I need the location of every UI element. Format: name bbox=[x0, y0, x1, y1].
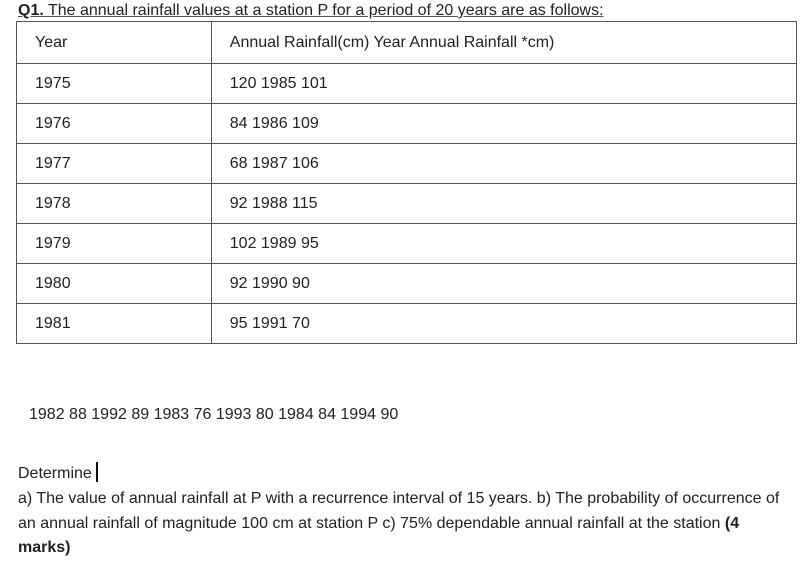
determine-label: Determine bbox=[18, 465, 92, 482]
question-number: Q1. bbox=[18, 2, 44, 19]
rainfall-table bbox=[16, 21, 797, 344]
year-cell: 1981 bbox=[17, 304, 212, 344]
determine-line[interactable] bbox=[18, 462, 98, 484]
rainfall-cell: 102 1989 95 bbox=[211, 224, 796, 264]
rainfall-cell: 92 1990 90 bbox=[211, 264, 796, 304]
task-text: a) The value of annual rainfall at P with a recurrence interval of 15 years. b) The probability of occurrence of an annual rainfall of magnitude 100 cm at station P c) 75% dependable annual rainfall at the station bbox=[18, 490, 780, 532]
table-header-row bbox=[17, 22, 797, 64]
header-year: Year bbox=[17, 22, 212, 64]
rainfall-cell: 84 1986 109 bbox=[211, 104, 796, 144]
table-row bbox=[17, 224, 797, 264]
rainfall-cell: 95 1991 70 bbox=[211, 304, 796, 344]
header-annual-rainfall: Annual Rainfall(cm) Year Annual Rainfall *cm) bbox=[211, 22, 796, 64]
rainfall-cell: 120 1985 101 bbox=[211, 64, 796, 104]
table-row bbox=[17, 104, 797, 144]
text-cursor bbox=[96, 462, 98, 482]
year-cell: 1976 bbox=[17, 104, 212, 144]
rainfall-cell: 68 1987 106 bbox=[211, 144, 796, 184]
year-cell: 1977 bbox=[17, 144, 212, 184]
question-text: The annual rainfall values at a station P for a period of 20 years are as follows: bbox=[47, 2, 604, 19]
rainfall-cell: 92 1988 115 bbox=[211, 184, 796, 224]
year-cell: 1978 bbox=[17, 184, 212, 224]
table-row bbox=[17, 184, 797, 224]
question-title bbox=[18, 0, 604, 22]
table-row bbox=[17, 144, 797, 184]
task-marks: (4 marks) bbox=[18, 514, 740, 556]
table-row bbox=[17, 64, 797, 104]
table-row bbox=[17, 304, 797, 344]
year-cell: 1975 bbox=[17, 64, 212, 104]
year-cell: 1979 bbox=[17, 224, 212, 264]
task-description bbox=[18, 487, 788, 561]
year-cell: 1980 bbox=[17, 264, 212, 304]
extra-rainfall-values: 1982 88 1992 89 1983 76 1993 80 1984 84 1994 90 bbox=[29, 406, 399, 423]
table-row bbox=[17, 264, 797, 304]
